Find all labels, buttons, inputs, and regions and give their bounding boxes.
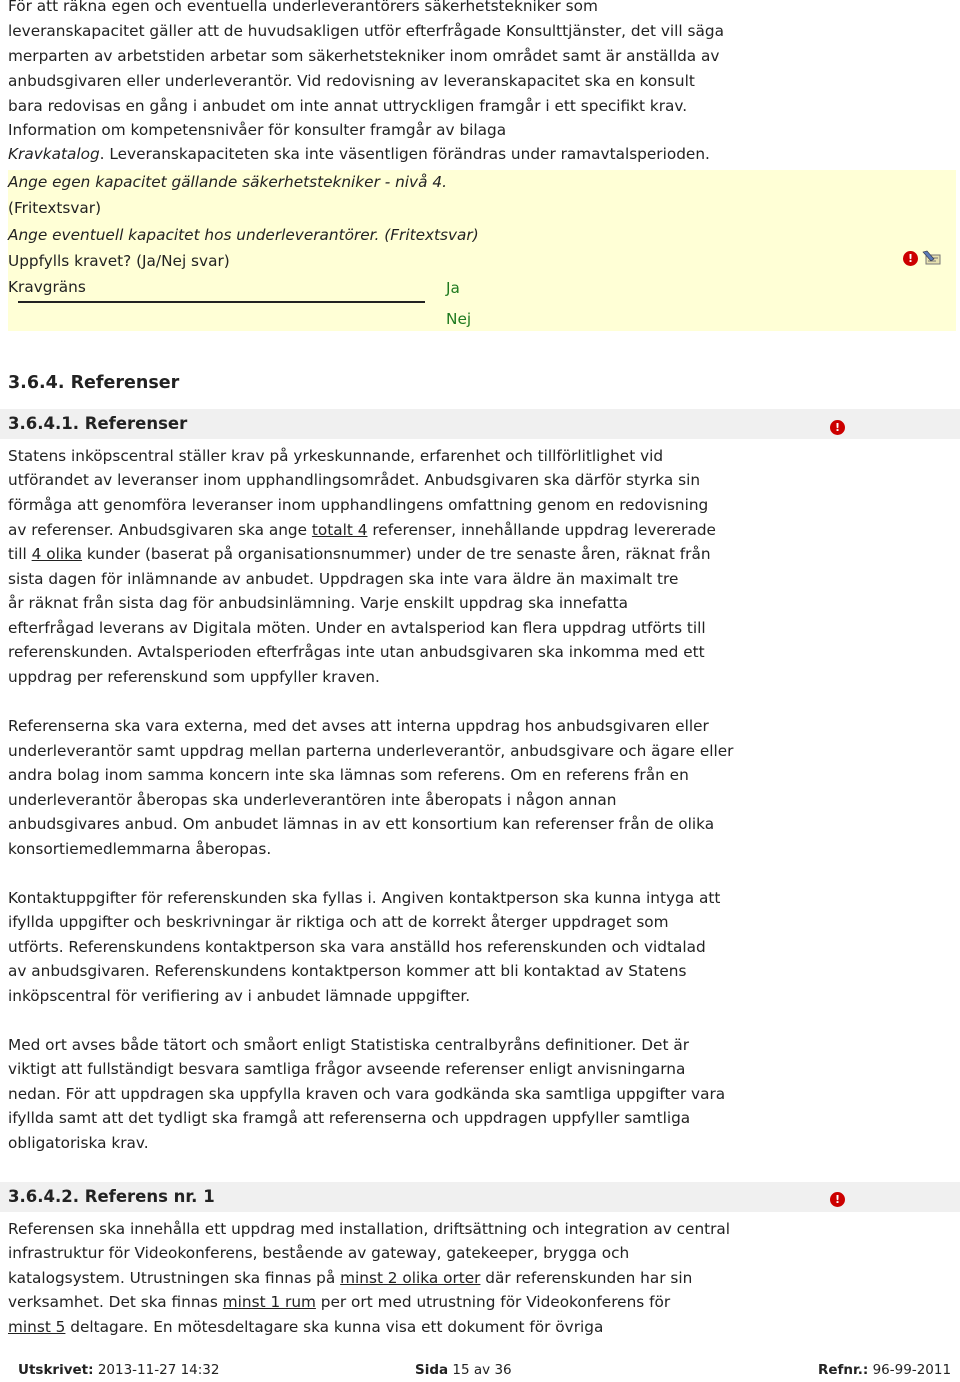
text-line: uppdrag per referenskund som uppfyller kraven. — [8, 668, 380, 686]
text-line — [8, 518, 716, 542]
question-fulfilled: Uppfylls kravet? (Ja/Nej svar) — [8, 252, 230, 270]
footer-value: 15 av 36 — [452, 1362, 512, 1378]
footer-refnr — [818, 1362, 951, 1378]
text-line: merparten av arbetstiden arbetar som säkerhetstekniker inom området samt är anställda av — [8, 47, 720, 65]
text-line: obligatoriska krav. — [8, 1134, 149, 1152]
text-span: verksamhet. Det ska finnas — [8, 1293, 223, 1311]
text-line: Information om kompetensnivåer för konsulter framgår av bilaga — [8, 121, 507, 139]
text-span: av referenser. Anbudsgivaren ska ange — [8, 521, 312, 539]
answer-type: (Fritextsvar) — [8, 199, 102, 217]
subsection-title: 3.6.4.2. Referens nr. 1 — [8, 1187, 215, 1206]
footer-label: Refnr.: — [818, 1362, 869, 1378]
text-line: av anbudsgivaren. Referenskundens kontaktperson kommer att bli kontaktad av Statens — [8, 962, 687, 980]
emphasis-rooms: minst 1 rum — [222, 1293, 316, 1311]
subsection-title: 3.6.4.1. Referenser — [8, 414, 188, 433]
text-line: inköpscentral för verifiering av i anbudet lämnade uppgifter. — [8, 987, 471, 1005]
attachment-name: Kravkatalog — [8, 145, 100, 163]
text-line: ifyllda samt att det tydligt ska framgå att referenserna och uppdragen uppfyller samtliga — [8, 1109, 691, 1127]
question-capacity: Ange egen kapacitet gällande säkerhetstekniker - nivå 4. — [8, 173, 447, 191]
text-line — [8, 1315, 603, 1339]
text-line: Referenserna ska vara externa, med det avses att interna uppdrag hos anbudsgivaren eller — [8, 717, 709, 735]
text-line: år räknat från sista dag för anbudsinlämning. Varje enskilt uppdrag ska innefatta — [8, 594, 629, 612]
kravgrans-label: Kravgräns — [8, 278, 86, 296]
text-line — [8, 1266, 692, 1290]
footer-label: Utskrivet: — [18, 1362, 94, 1378]
footer-value: 2013-11-27 14:32 — [97, 1362, 220, 1378]
question-subcontractor — [8, 223, 479, 247]
text-line — [8, 1290, 670, 1314]
text-line: leveranskapacitet gäller att de huvudsakligen utför efterfrågade Konsulttjänster, det vill säga — [8, 22, 724, 40]
emphasis-total: totalt 4 — [311, 521, 368, 539]
text-line: utförandet av leveranser inom upphandlingsområdet. Anbudsgivaren ska därför styrka sin — [8, 471, 701, 489]
text-line: Referensen ska innehålla ett uppdrag med installation, driftsättning och integration av central — [8, 1220, 731, 1238]
text-line: Kontaktuppgifter för referenskunden ska fyllas i. Angiven kontaktperson ska kunna intyga att — [8, 889, 721, 907]
text-line: bara redovisas en gång i anbudet om inte annat uttryckligen framgår i ett specifikt krav. — [8, 97, 688, 115]
emphasis-locations: minst 2 olika orter — [340, 1269, 481, 1287]
text-span: deltagare. En mötesdeltagare ska kunna visa ett dokument för övriga — [65, 1318, 604, 1336]
text-line: För att räkna egen och eventuella underleverantörers säkerhetstekniker som — [8, 0, 598, 15]
text-line: förmåga att genomföra leveranser inom upphandlingens omfattning genom en redovisning — [8, 496, 709, 514]
kravgrans-underline — [18, 301, 425, 303]
text-line: nedan. För att uppdragen ska uppfylla kraven och vara godkända ska samtliga uppgifter vara — [8, 1085, 726, 1103]
option-ja[interactable]: Ja — [446, 279, 460, 297]
text-line: viktigt att fullständigt besvara samtliga frågor avseende referenser enligt anvisningarna — [8, 1060, 686, 1078]
text-line: Med ort avses både tätort och småort enligt Statistiska centralbyråns definitioner. Det är — [8, 1036, 689, 1054]
section-title: 3.6.4. Referenser — [8, 373, 180, 393]
text-line: sista dagen för inlämnande av anbudet. Uppdragen ska inte vara äldre än maximalt tre — [8, 570, 679, 588]
text-line — [8, 542, 711, 566]
text-line: andra bolag inom samma koncern inte ska lämnas som referens. Om en referens från en — [8, 766, 689, 784]
text-line: anbudsgivaren eller underleverantör. Vid redovisning av leveranskapacitet ska en konsult — [8, 72, 695, 90]
warning-icon: ! — [830, 1192, 845, 1207]
text-line: utförts. Referenskundens kontaktperson ska vara anställd hos referenskunden och vidtalad — [8, 938, 706, 956]
text-line: konsortiemedlemmarna åberopas. — [8, 840, 272, 858]
text-line — [8, 142, 710, 166]
text-line: ifyllda uppgifter och beskrivningar är riktiga och att de korrekt återger uppdraget som — [8, 913, 669, 931]
text-line: infrastruktur för Videokonferens, bestående av gateway, gatekeeper, brygga och — [8, 1244, 630, 1262]
footer-value: 96-99-2011 — [872, 1362, 952, 1378]
text-span: där referenskunden har sin — [480, 1269, 693, 1287]
text-line: underleverantör samt uppdrag mellan parterna underleverantör, anbudsgivare och ägare eller — [8, 742, 734, 760]
text-line: underleverantör åberopas ska underleverantören inte åberopats i någon annan — [8, 791, 617, 809]
text-line: Statens inköpscentral ställer krav på yrkeskunnande, erfarenhet och tillförlitlighet vid — [8, 447, 664, 465]
emphasis-participants: minst 5 — [8, 1318, 66, 1336]
text-span: till — [8, 545, 32, 563]
text-span: per ort med utrustning för Videokonferens för — [315, 1293, 671, 1311]
footer-label: Sida — [415, 1362, 449, 1378]
text-line: efterfrågad leverans av Digitala möten. Under en avtalsperiod kan flera uppdrag utförts till — [8, 619, 706, 637]
text-span: . Leveranskapaciteten ska inte väsentligen förändras under ramavtalsperioden. — [99, 145, 710, 163]
option-nej[interactable]: Nej — [446, 310, 472, 328]
footer-page — [415, 1362, 512, 1378]
text-line: referenskunden. Avtalsperioden efterfrågas inte utan anbudsgivaren ska inkomma med ett — [8, 643, 705, 661]
text-span: referenser, innehållande uppdrag levererade — [367, 521, 716, 539]
text-span: katalogsystem. Utrustningen ska finnas på — [8, 1269, 341, 1287]
edit-note-icon[interactable] — [922, 250, 942, 270]
text-span: kunder (baserat på organisationsnummer) under de tre senaste åren, räknat från — [82, 545, 711, 563]
emphasis-customers: 4 olika — [31, 545, 83, 563]
footer-printed — [18, 1362, 219, 1378]
warning-icon: ! — [903, 251, 918, 266]
warning-icon: ! — [830, 420, 845, 435]
question-subcontractor-text: Ange eventuell kapacitet hos underleverantörer. (Fritextsvar) — [8, 226, 479, 244]
text-line: anbudsgivares anbud. Om anbudet lämnas in av ett konsortium kan referenser från de olika — [8, 815, 715, 833]
